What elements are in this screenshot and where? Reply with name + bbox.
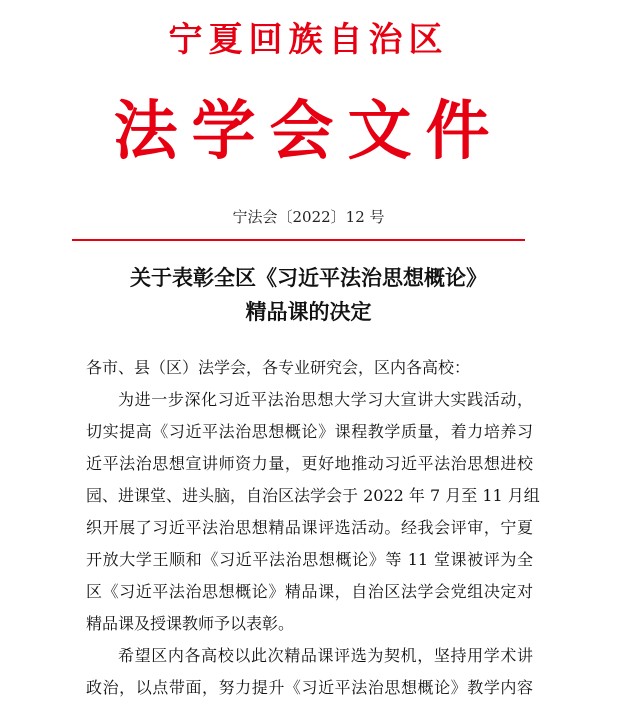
red-divider-line	[72, 239, 525, 241]
paragraph-2-line: 希望区内各高校以此次精品课评选为契机，坚持用学术讲	[118, 646, 533, 665]
paragraph-1-line: 精品课及授课教师予以表彰。	[86, 614, 295, 633]
salutation: 各市、县（区）法学会，各专业研究会，区内各高校：	[86, 358, 471, 377]
paragraph-2-line: 政治，以点带面，努力提升《习近平法治思想概论》教学内容	[86, 678, 533, 697]
document-number: 宁法会〔2022〕12 号	[232, 208, 385, 226]
paragraph-1-line: 为进一步深化习近平法治思想大学习大宣讲大实践活动，	[118, 390, 533, 409]
issuing-organization-title: 宁夏回族自治区	[168, 20, 449, 60]
paragraph-1-line: 切实提高《习近平法治思想概论》课程教学质量，着力培养习	[86, 422, 533, 441]
paragraph-1-line: 织开展了习近平法治思想精品课评选活动。经我会评审，宁夏	[86, 518, 533, 537]
paragraph-1-line: 开放大学王顺和《习近平法治思想概论》等 11 堂课被评为全	[86, 550, 533, 569]
document-type-title: 法学会文件	[113, 95, 504, 169]
paragraph-1-line: 园、进课堂、进头脑，自治区法学会于 2022 年 7 月至 11 月组	[86, 486, 540, 505]
decision-heading-line-2: 精品课的决定	[245, 299, 372, 324]
decision-heading-line-1: 关于表彰全区《习近平法治思想概论》	[130, 265, 487, 290]
paragraph-1-line: 区《习近平法治思想概论》精品课，自治区法学会党组决定对	[86, 582, 533, 601]
paragraph-1-line: 近平法治思想宣讲师资力量，更好地推动习近平法治思想进校	[86, 454, 533, 473]
